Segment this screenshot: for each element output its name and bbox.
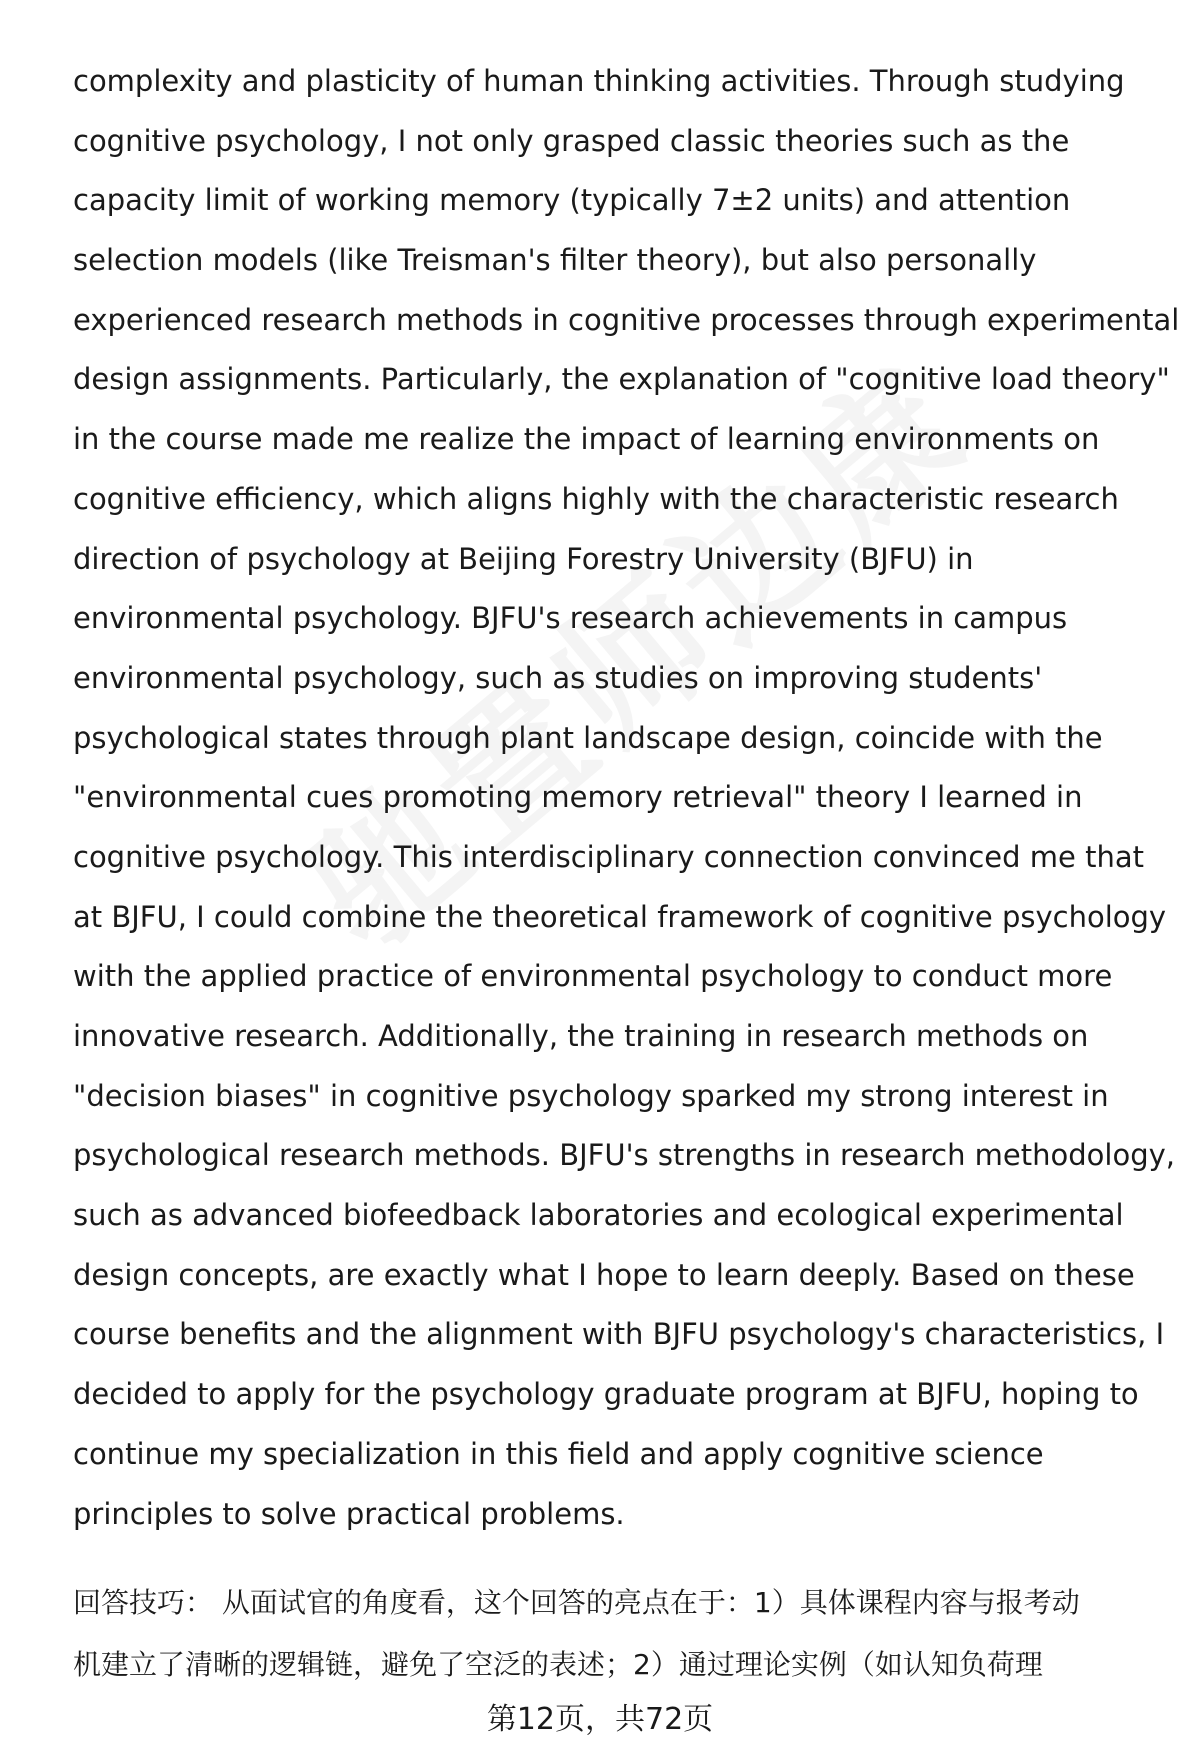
body-line: environmental psychology, such as studies on improving students' [73, 660, 1043, 695]
body-line: capacity limit of working memory (typically 7±2 units) and attention [73, 183, 1071, 218]
body-line: experienced research methods in cognitive processes through experimental [73, 302, 1180, 337]
tips-line: 回答技巧： 从面试官的角度看，这个回答的亮点在于：1）具体课程内容与报考动 [73, 1586, 1080, 1619]
body-line: such as advanced biofeedback laboratories and ecological experimental [73, 1198, 1124, 1233]
body-line: with the applied practice of environmental psychology to conduct more [73, 959, 1113, 994]
body-line: at BJFU, I could combine the theoretical framework of cognitive psychology [73, 899, 1167, 934]
body-line: innovative research. Additionally, the training in research methods on [73, 1019, 1089, 1053]
body-line: cognitive psychology, I not only grasped classic theories such as the [73, 123, 1070, 158]
body-line: "environmental cues promoting memory retrieval" theory I learned in [73, 780, 1083, 815]
body-line: direction of psychology at Beijing Forestry University (BJFU) in [73, 541, 974, 576]
body-paragraph [73, 52, 1180, 1544]
body-line: continue my specialization in this field and apply cognitive science [73, 1436, 1044, 1471]
body-line: design concepts, are exactly what I hope to learn deeply. Based on these [73, 1257, 1135, 1292]
tips-line: 机建立了清晰的逻辑链，避免了空泛的表述；2）通过理论实例（如认知负荷理 [73, 1648, 1043, 1681]
body-line: environmental psychology. BJFU's research achievements in campus [73, 601, 1068, 636]
body-line: selection models (like Treisman's filter theory), but also personally [73, 243, 1037, 278]
body-line: "decision biases" in cognitive psychology sparked my strong interest in [73, 1078, 1109, 1113]
body-line: complexity and plasticity of human thinking activities. Through studying [73, 64, 1125, 98]
body-line: psychological research methods. BJFU's strengths in research methodology, [73, 1138, 1175, 1173]
body-line: psychological states through plant landscape design, coincide with the [73, 720, 1103, 755]
answer-tips [73, 1572, 1153, 1696]
body-line: decided to apply for the psychology graduate program at BJFU, hoping to [73, 1377, 1139, 1412]
body-line: cognitive psychology. This interdisciplinary connection convinced me that [73, 839, 1144, 874]
body-line: cognitive efficiency, which aligns highly with the characteristic research [73, 481, 1119, 516]
body-line: course benefits and the alignment with BJFU psychology's characteristics, I [73, 1317, 1165, 1352]
body-line: design assignments. Particularly, the explanation of "cognitive load theory" [73, 362, 1170, 397]
page-footer: 第12页，共72页 [486, 1702, 714, 1737]
body-line: in the course made me realize the impact of learning environments on [73, 422, 1100, 457]
body-line: principles to solve practical problems. [73, 1496, 625, 1531]
